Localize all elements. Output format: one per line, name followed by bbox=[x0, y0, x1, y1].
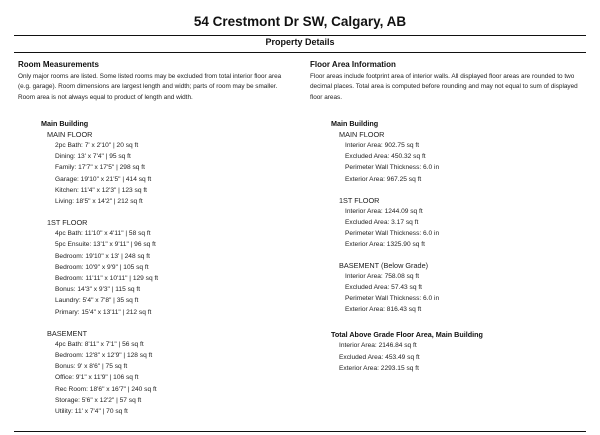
area-item: Perimeter Wall Thickness: 6.0 in bbox=[345, 230, 440, 238]
floor-area-note bbox=[310, 72, 590, 103]
floor-title-1st: 1ST FLOOR bbox=[47, 218, 88, 228]
note-line: Floor areas include footprint area of interior walls. All displayed floor areas are rounded to two bbox=[310, 73, 575, 80]
room-item: Bedroom: 10'9" x 9'9" | 105 sq ft bbox=[55, 263, 149, 271]
floor-title-basement: BASEMENT (Below Grade) bbox=[339, 260, 429, 270]
area-item: Excluded Area: 453.49 sq ft bbox=[339, 353, 420, 361]
area-item: Interior Area: 2146.84 sq ft bbox=[339, 342, 417, 350]
room-measurements-note bbox=[18, 72, 295, 103]
divider-below-subtitle bbox=[14, 52, 586, 53]
room-item: Bedroom: 12'8" x 12'9" | 128 sq ft bbox=[55, 351, 153, 359]
room-item: 5pc Ensuite: 13'1" x 9'11" | 96 sq ft bbox=[55, 241, 156, 249]
divider-bottom bbox=[14, 431, 586, 432]
room-item: Bedroom: 19'10" x 13' | 248 sq ft bbox=[55, 252, 150, 260]
floor-title-main: MAIN FLOOR bbox=[47, 129, 93, 139]
room-item: Primary: 15'4" x 13'11" | 212 sq ft bbox=[55, 308, 152, 316]
room-item: 2pc Bath: 7' x 2'10" | 20 sq ft bbox=[55, 141, 139, 149]
area-item: Interior Area: 758.08 sq ft bbox=[345, 272, 420, 280]
room-measurements-heading: Room Measurements bbox=[18, 60, 99, 69]
room-item: Bedroom: 11'11" x 10'11" | 129 sq ft bbox=[55, 274, 159, 282]
area-item: Interior Area: 1244.09 sq ft bbox=[345, 207, 423, 215]
floor-area-column bbox=[310, 60, 590, 374]
area-item: Perimeter Wall Thickness: 6.0 in bbox=[345, 164, 440, 172]
section-title: Property Details bbox=[265, 37, 335, 47]
floor-title-basement: BASEMENT bbox=[47, 328, 88, 338]
room-item: 4pc Bath: 11'10" x 4'11" | 58 sq ft bbox=[55, 230, 151, 238]
note-line: floor areas. bbox=[310, 93, 342, 101]
floor-area-heading: Floor Area Information bbox=[310, 60, 396, 69]
area-item: Interior Area: 902.75 sq ft bbox=[345, 141, 420, 149]
divider-top bbox=[14, 35, 586, 36]
area-item: Perimeter Wall Thickness: 6.0 in bbox=[345, 294, 440, 302]
area-item: Exterior Area: 1325.90 sq ft bbox=[345, 241, 425, 249]
room-item: Dining: 13' x 7'4" | 95 sq ft bbox=[55, 153, 131, 161]
room-item: Rec Room: 18'6" x 16'7" | 240 sq ft bbox=[55, 385, 157, 393]
area-item: Exterior Area: 967.25 sq ft bbox=[345, 175, 422, 183]
room-item: Family: 17'7" x 17'5" | 298 sq ft bbox=[55, 164, 145, 172]
note-line: (e.g. garage). Room dimensions are largest length and width; parts of room may be smaller. bbox=[18, 83, 278, 91]
note-line: decimal places. Total area is computed before rounding and may not equal to sum of displayed bbox=[310, 83, 578, 91]
area-item: Exterior Area: 816.43 sq ft bbox=[345, 306, 422, 314]
room-measurements-column bbox=[18, 60, 295, 417]
area-item: Excluded Area: 450.32 sq ft bbox=[345, 153, 426, 161]
room-item: Laundry: 5'4" x 7'8" | 35 sq ft bbox=[55, 297, 139, 305]
total-area-heading: Total Above Grade Floor Area, Main Building bbox=[331, 330, 483, 340]
total-area-section bbox=[310, 329, 590, 374]
room-item: Living: 18'5" x 14'2" | 212 sq ft bbox=[55, 197, 143, 205]
building-heading: Main Building bbox=[41, 118, 89, 128]
room-item: Utility: 11' x 7'4" | 70 sq ft bbox=[55, 407, 128, 415]
area-item: Excluded Area: 3.17 sq ft bbox=[345, 218, 419, 226]
room-item: Office: 9'1" x 11'9" | 106 sq ft bbox=[55, 374, 139, 382]
page-title: 54 Crestmont Dr SW, Calgary, AB bbox=[193, 14, 407, 29]
area-item: Excluded Area: 57.43 sq ft bbox=[345, 283, 422, 291]
note-line: Room area is not always equal to product of length and width. bbox=[18, 93, 193, 101]
room-item: Bonus: 9' x 8'6" | 75 sq ft bbox=[55, 363, 128, 371]
room-item: Kitchen: 11'4" x 12'3" | 123 sq ft bbox=[55, 186, 147, 194]
room-item: Garage: 19'10" x 21'5" | 414 sq ft bbox=[55, 175, 152, 183]
floor-title-main: MAIN FLOOR bbox=[339, 129, 385, 139]
floor-title-1st: 1ST FLOOR bbox=[339, 195, 380, 205]
room-item: Bonus: 14'3" x 9'3" | 115 sq ft bbox=[55, 286, 141, 294]
building-heading: Main Building bbox=[331, 118, 379, 128]
room-item: 4pc Bath: 8'11" x 7'1" | 56 sq ft bbox=[55, 340, 144, 348]
area-item: Exterior Area: 2293.15 sq ft bbox=[339, 364, 419, 372]
room-item: Storage: 5'6" x 12'2" | 57 sq ft bbox=[55, 396, 142, 404]
note-line: Only major rooms are listed. Some listed rooms may be excluded from total interior floor area bbox=[18, 73, 282, 80]
